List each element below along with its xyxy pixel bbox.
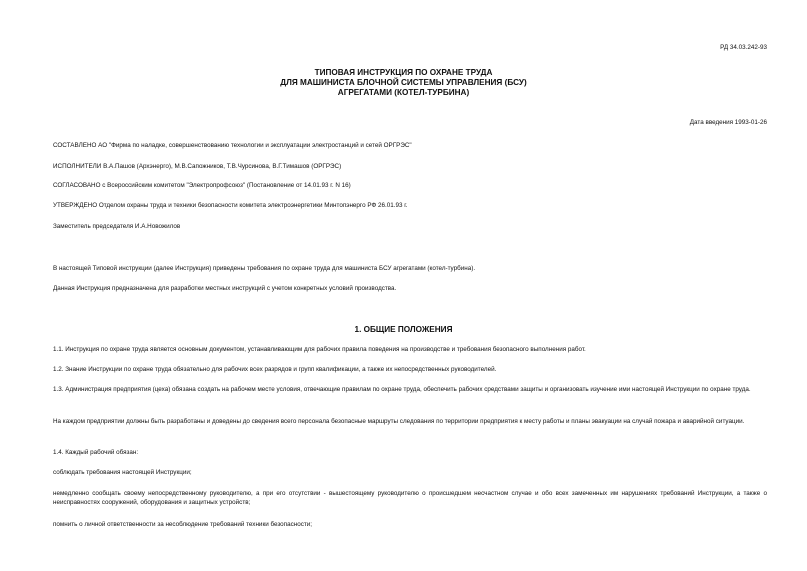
title-line-3: АГРЕГАТАМИ (КОТЕЛ-ТУРБИНА) <box>337 88 470 97</box>
list-item-report <box>53 489 767 507</box>
date-of-introduction: Дата введения 1993-01-26 <box>689 119 767 126</box>
paragraph-1-3-evacuation-text: На каждом предприятии должны быть разработаны и доведены до сведения всего персонала безопасные маршруты следования по территории предприятия к месту работы и планы эвакуации на случай пожара и аварийной ситуации. <box>53 418 745 425</box>
paragraph-1-1: 1.1. Инструкция по охране труда является основным документом, устанавливающим для рабочих правила поведения на производстве и требования безопасного выполнения работ. <box>53 346 586 353</box>
deputy-chairman: Заместитель председателя И.А.Новожилов <box>53 223 181 230</box>
paragraph-1-3-evacuation <box>53 417 767 426</box>
list-item-responsibility: помнить о личной ответственности за несоблюдение требований техники безопасности; <box>53 521 313 528</box>
paragraph-1-3 <box>53 385 767 394</box>
section-heading: 1. ОБЩИЕ ПОЛОЖЕНИЯ <box>354 325 453 334</box>
title-line-1: ТИПОВАЯ ИНСТРУКЦИЯ ПО ОХРАНЕ ТРУДА <box>314 68 493 77</box>
list-item-report-text: немедленно сообщать своему непосредственному руководителю, а при его отсутствии - вышестоящему руководителю о происшедшем несчастном случае и обо всех замеченных им нарушениях требований Инструкции, а также о неисправностях сооружений, оборудования и защитных устройств; <box>53 490 767 506</box>
paragraph-1-2: 1.2. Знание Инструкции по охране труда обязательно для рабочих всех разрядов и групп квалификации, а также их непосредственных руководителей. <box>53 366 497 373</box>
paragraph-1-3-text: 1.3. Администрация предприятия (цеха) обязана создать на рабочем месте условия, отвечающие правилам по охране труда, обеспечить рабочих средствами защиты и организовать изучение ими настоящей Инструкции по охране труда. <box>53 386 751 393</box>
intro-paragraph-1: В настоящей Типовой инструкции (далее Инструкция) приведены требования по охране труда для машиниста БСУ агрегатами (котел-турбина). <box>53 265 476 272</box>
agreed-with: СОГЛАСОВАНО с Всероссийским комитетом "Электропрофсоюз" (Постановление от 14.01.93 г. N 16) <box>53 182 351 189</box>
title-line-2: ДЛЯ МАШИНИСТА БЛОЧНОЙ СИСТЕМЫ УПРАВЛЕНИЯ (БСУ) <box>280 78 527 87</box>
composed-by: СОСТАВЛЕНО АО "Фирма по наладке, совершенствованию технологии и эксплуатации электростанций и сетей ОРГРЭС" <box>53 142 412 149</box>
executors: ИСПОЛНИТЕЛИ В.А.Пашов (Архэнерго), М.В.Сапожников, Т.В.Чурсинова, В.Г.Тимашов (ОРГРЭС) <box>53 163 342 170</box>
document-code: РД 34.03.242-93 <box>720 44 767 51</box>
approved-by: УТВЕРЖДЕНО Отделом охраны труда и техники безопасности комитета электроэнергетики Минтопэнерго РФ 26.01.93 г. <box>53 202 408 209</box>
paragraph-1-4: 1.4. Каждый рабочий обязан: <box>53 449 139 456</box>
list-item-comply: соблюдать требования настоящей Инструкции; <box>53 469 192 476</box>
intro-paragraph-2: Данная Инструкция предназначена для разработки местных инструкций с учетом конкретных условий производства. <box>53 285 397 292</box>
